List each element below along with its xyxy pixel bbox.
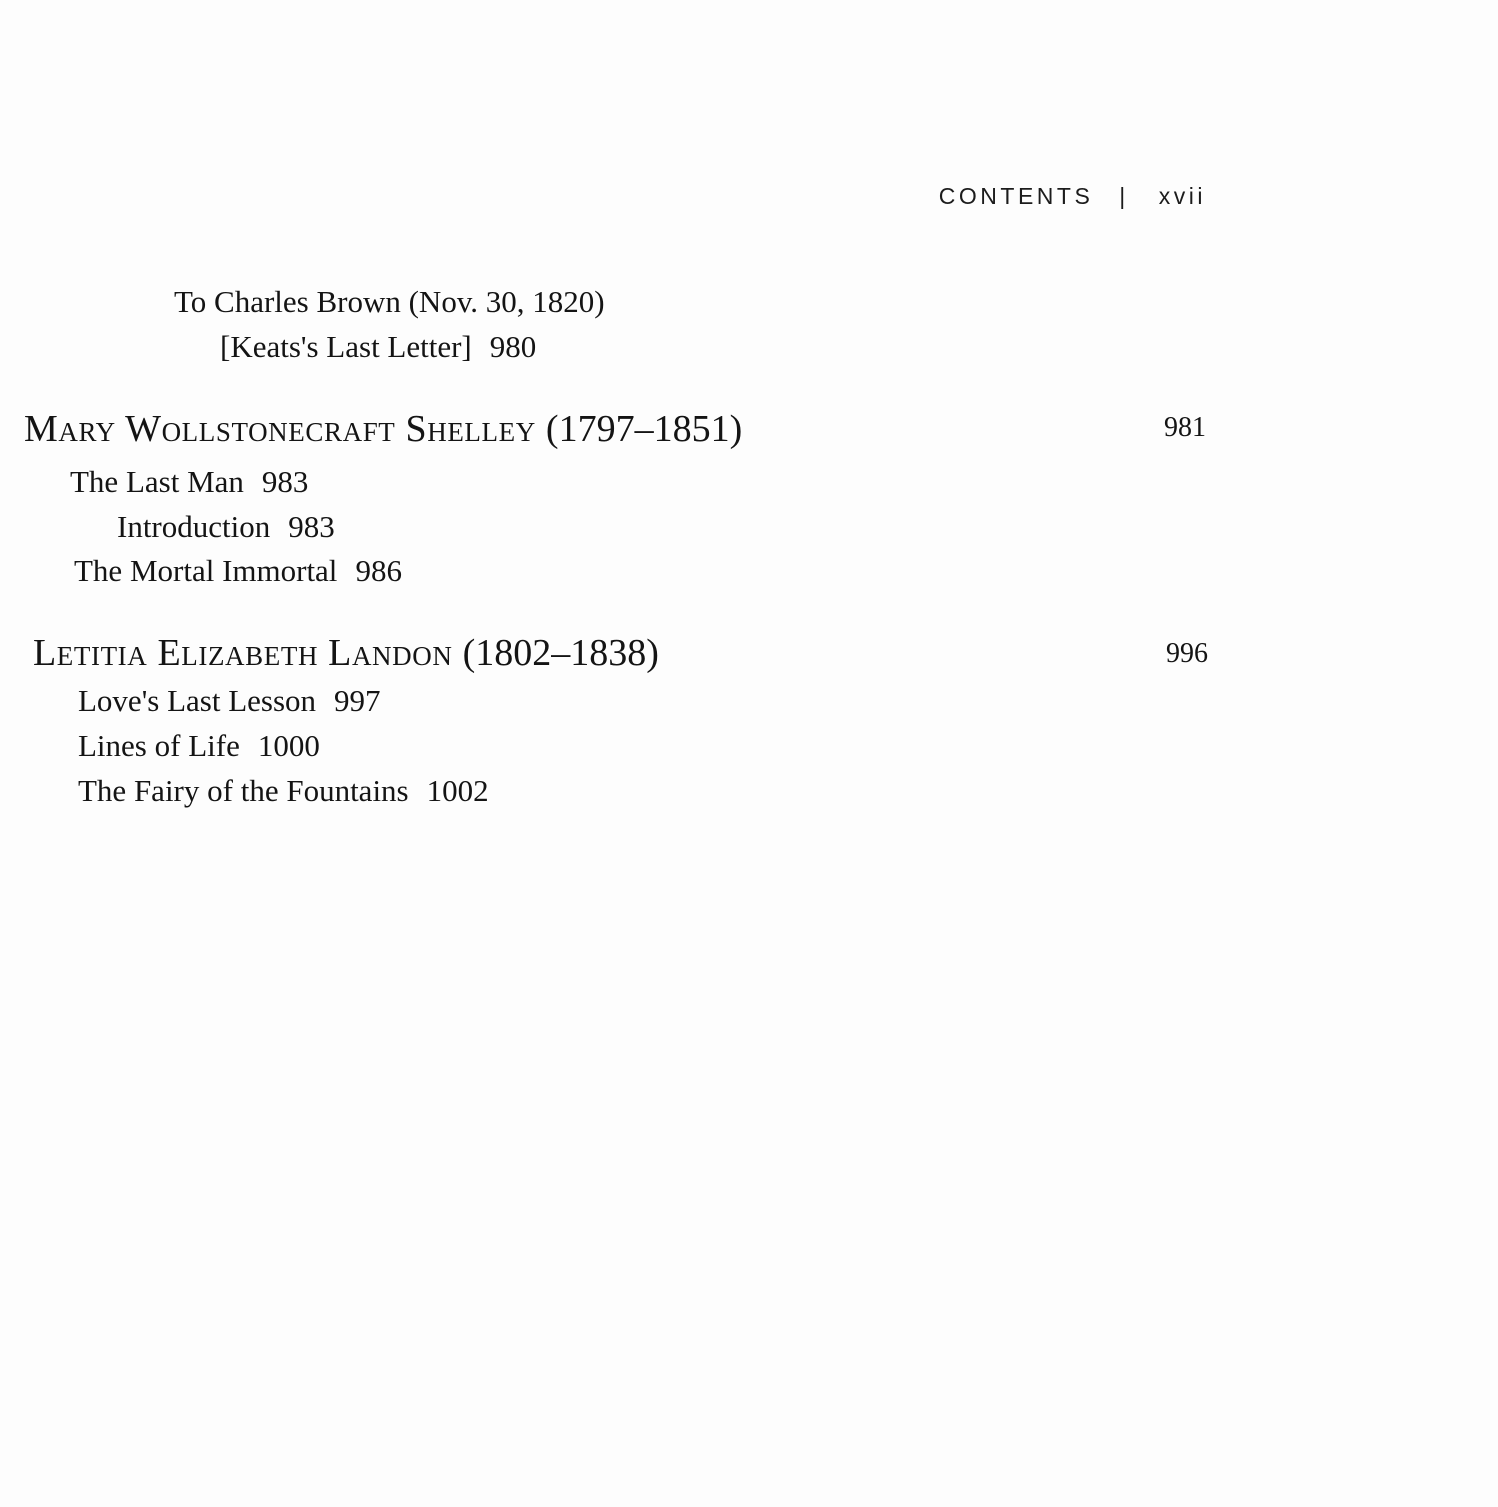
author-dates: (1797–1851) (545, 408, 743, 450)
entry-page: 980 (489, 329, 537, 364)
entry-page: 986 (355, 553, 402, 588)
entry-title: Love's Last Lesson (78, 683, 317, 718)
author-page: 996 (1166, 638, 1208, 669)
toc-entry (117, 511, 335, 542)
entry-page: 1002 (426, 773, 489, 808)
entry-title-line1: To Charles Brown (Nov. 30, 1820) (174, 284, 605, 319)
entry-title: Introduction (117, 509, 271, 544)
page-number: xvii (1158, 183, 1206, 209)
entry-title: The Fairy of the Fountains (78, 773, 409, 808)
author-dates: (1802–1838) (462, 632, 659, 674)
entry-page: 983 (288, 509, 335, 544)
entry-title: Lines of Life (78, 728, 240, 763)
author-heading (24, 410, 742, 448)
author-name: Letitia Elizabeth Landon (33, 632, 453, 674)
author-heading (33, 634, 659, 672)
entry-page: 997 (334, 683, 381, 718)
toc-entry (70, 466, 308, 497)
toc-entry (74, 555, 402, 586)
entry-page: 1000 (257, 728, 320, 763)
entry-title: The Mortal Immortal (74, 553, 338, 588)
running-header (0, 183, 1206, 210)
toc-entry (78, 775, 489, 806)
toc-entry (78, 685, 381, 716)
author-name: Mary Wollstonecraft Shelley (24, 408, 536, 450)
toc-entry-title (174, 286, 605, 317)
section-title: CONTENTS (938, 183, 1094, 209)
toc-entry (78, 730, 320, 761)
author-page: 981 (1164, 412, 1206, 443)
header-separator: | (1119, 183, 1129, 209)
entry-page: 983 (261, 464, 309, 499)
toc-entry-subtitle (220, 331, 536, 362)
entry-title: The Last Man (70, 464, 244, 499)
entry-title-line2: [Keats's Last Letter] (220, 329, 472, 364)
